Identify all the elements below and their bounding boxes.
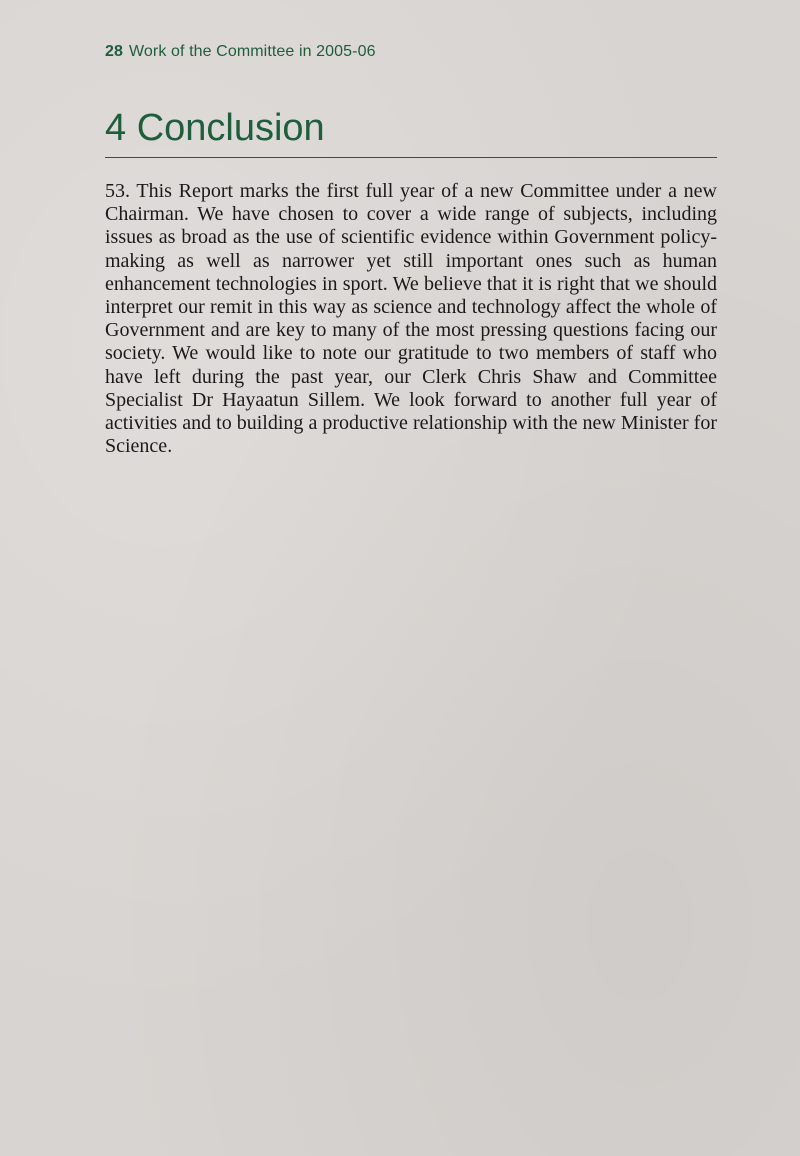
running-header	[105, 43, 376, 61]
chapter-title: 4 Conclusion	[105, 107, 325, 149]
page-number: 28	[105, 43, 123, 60]
running-title: Work of the Committee in 2005-06	[129, 43, 376, 60]
body-paragraph: 53. This Report marks the first full year of a new Committee under a new Chairman. We have chosen to cover a wide range of subjects, including issues as broad as the use of scientific evidence within Government policy-making as well as narrower yet still important ones such as human enhancement technologies in sport. We believe that it is right that we should interpret our remit in this way as science and technology affect the whole of Government and are key to many of the most pressing questions facing our society. We would like to note our gratitude to two members of staff who have left during the past year, our Clerk Chris Shaw and Committee Specialist Dr Hayaatun Sillem. We look forward to another full year of activities and to building a productive relationship with the new Minister for Science.	[105, 180, 717, 458]
title-underline-divider	[105, 157, 717, 158]
